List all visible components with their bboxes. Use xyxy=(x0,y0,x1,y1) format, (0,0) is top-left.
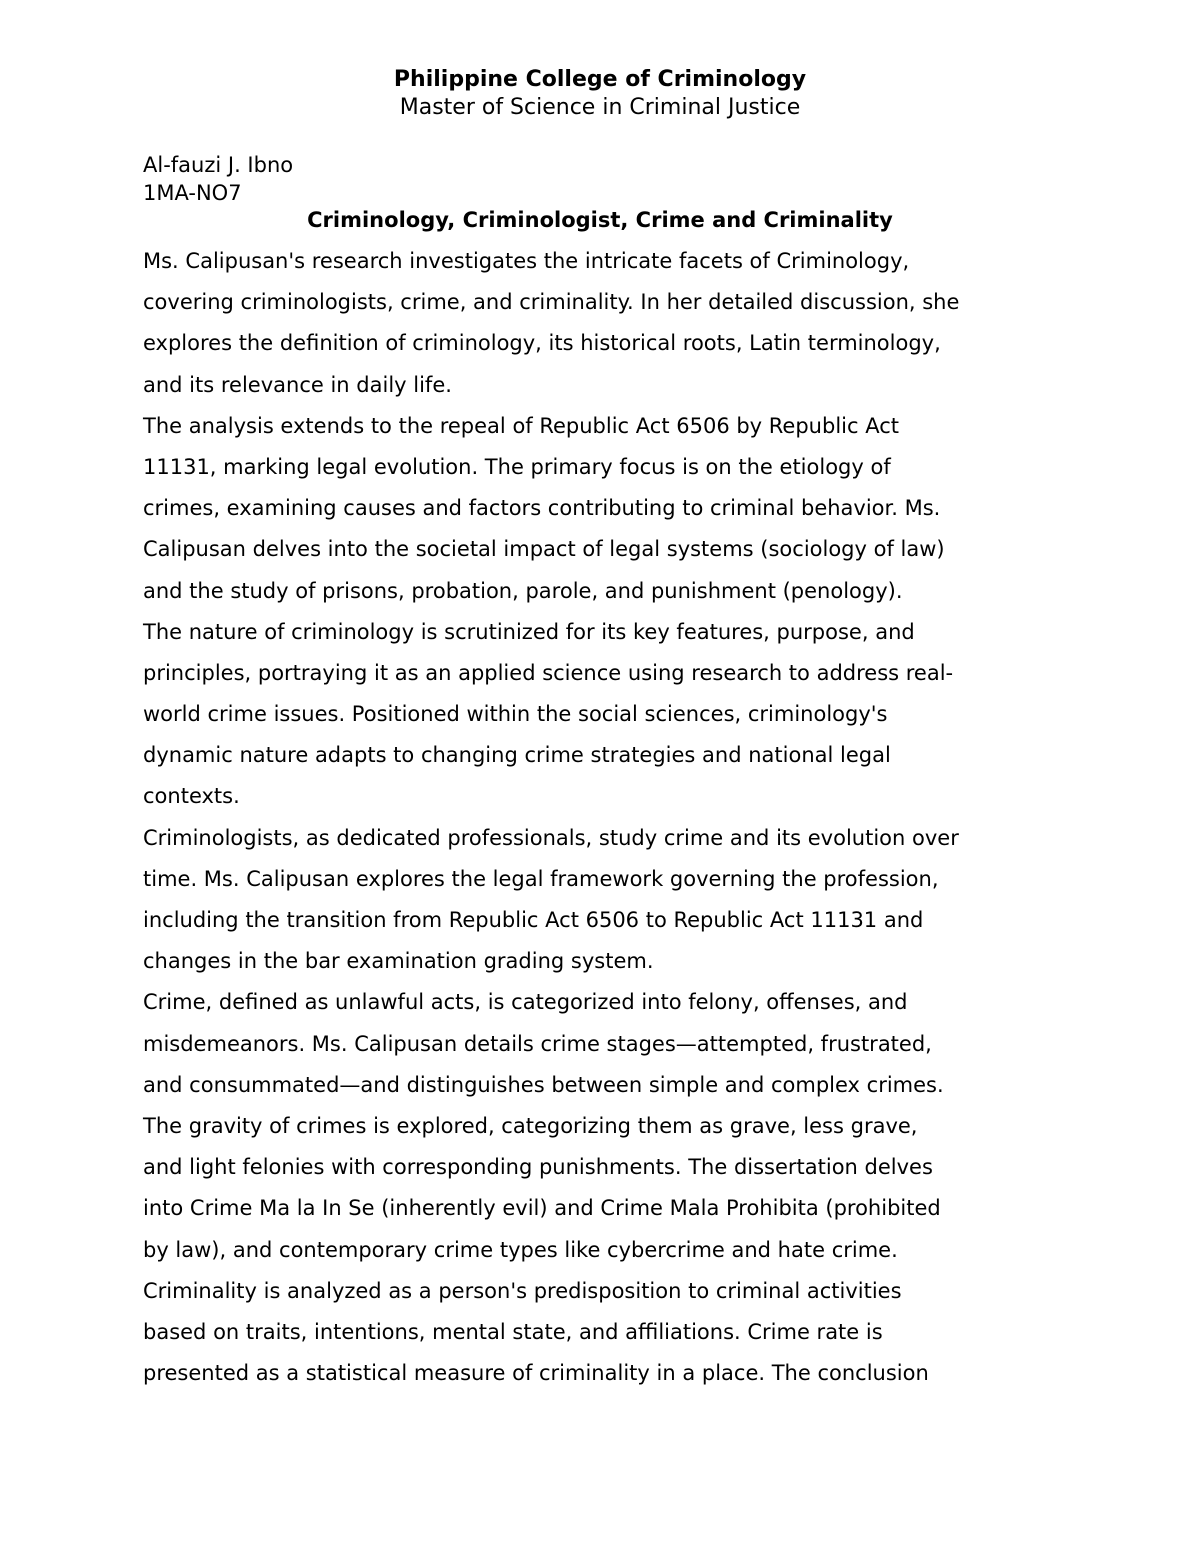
body-line: and consummated—and distinguishes between simple and complex crimes. xyxy=(143,1072,944,1097)
body-line: and the study of prisons, probation, parole, and punishment (penology). xyxy=(143,578,903,603)
body-line: and its relevance in daily life. xyxy=(143,372,452,397)
body-line: crimes, examining causes and factors contributing to criminal behavior. Ms. xyxy=(143,496,941,521)
body-line: Criminologists, as dedicated professionals, study crime and its evolution over xyxy=(143,825,959,850)
institution-name: Philippine College of Criminology xyxy=(393,67,807,92)
program-name: Master of Science in Criminal Justice xyxy=(399,95,801,120)
body-line: changes in the bar examination grading system. xyxy=(143,949,654,974)
body-line: dynamic nature adapts to changing crime strategies and national legal xyxy=(143,743,891,768)
body-line: Ms. Calipusan's research investigates the intricate facets of Criminology, xyxy=(143,249,910,273)
body-line: explores the definition of criminology, its historical roots, Latin terminology, xyxy=(143,331,941,356)
body-line: Criminality is analyzed as a person's predisposition to criminal activities xyxy=(143,1278,902,1303)
author-block xyxy=(143,151,293,207)
author-name: Al-fauzi J. Ibno xyxy=(143,153,294,177)
body-line: presented as a statistical measure of criminality in a place. The conclusion xyxy=(143,1361,929,1386)
body-line: by law), and contemporary crime types like cybercrime and hate crime. xyxy=(143,1237,898,1262)
body-line: misdemeanors. Ms. Calipusan details crime stages—attempted, frustrated, xyxy=(143,1031,932,1056)
body-line: 11131, marking legal evolution. The primary focus is on the etiology of xyxy=(143,454,891,479)
body-line: Crime, defined as unlawful acts, is categorized into felony, offenses, and xyxy=(143,990,908,1015)
document-body xyxy=(143,241,1063,1394)
body-line: based on traits, intentions, mental state, and affiliations. Crime rate is xyxy=(143,1319,883,1344)
body-line: time. Ms. Calipusan explores the legal framework governing the profession, xyxy=(143,866,939,891)
body-line: The nature of criminology is scrutinized for its key features, purpose, and xyxy=(143,619,915,644)
body-line: and light felonies with corresponding punishments. The dissertation delves xyxy=(143,1155,933,1180)
body-line: including the transition from Republic Act 6506 to Republic Act 11131 and xyxy=(143,908,924,932)
body-line: contexts. xyxy=(143,784,240,809)
document-title: Criminology, Criminologist, Crime and Criminality xyxy=(307,208,893,232)
body-line: Calipusan delves into the societal impact of legal systems (sociology of law) xyxy=(143,537,945,562)
body-line: world crime issues. Positioned within the social sciences, criminology's xyxy=(143,702,888,727)
author-section: 1MA-NO7 xyxy=(143,181,242,205)
body-line: principles, portraying it as an applied science using research to address real- xyxy=(143,660,954,685)
document-header xyxy=(0,66,1200,122)
body-line: The gravity of crimes is explored, categorizing them as grave, less grave, xyxy=(143,1113,918,1138)
body-line: The analysis extends to the repeal of Republic Act 6506 by Republic Act xyxy=(143,413,899,438)
body-line: covering criminologists, crime, and criminality. In her detailed discussion, she xyxy=(143,290,960,315)
body-line: into Crime Ma la In Se (inherently evil) and Crime Mala Prohibita (prohibited xyxy=(143,1196,941,1221)
